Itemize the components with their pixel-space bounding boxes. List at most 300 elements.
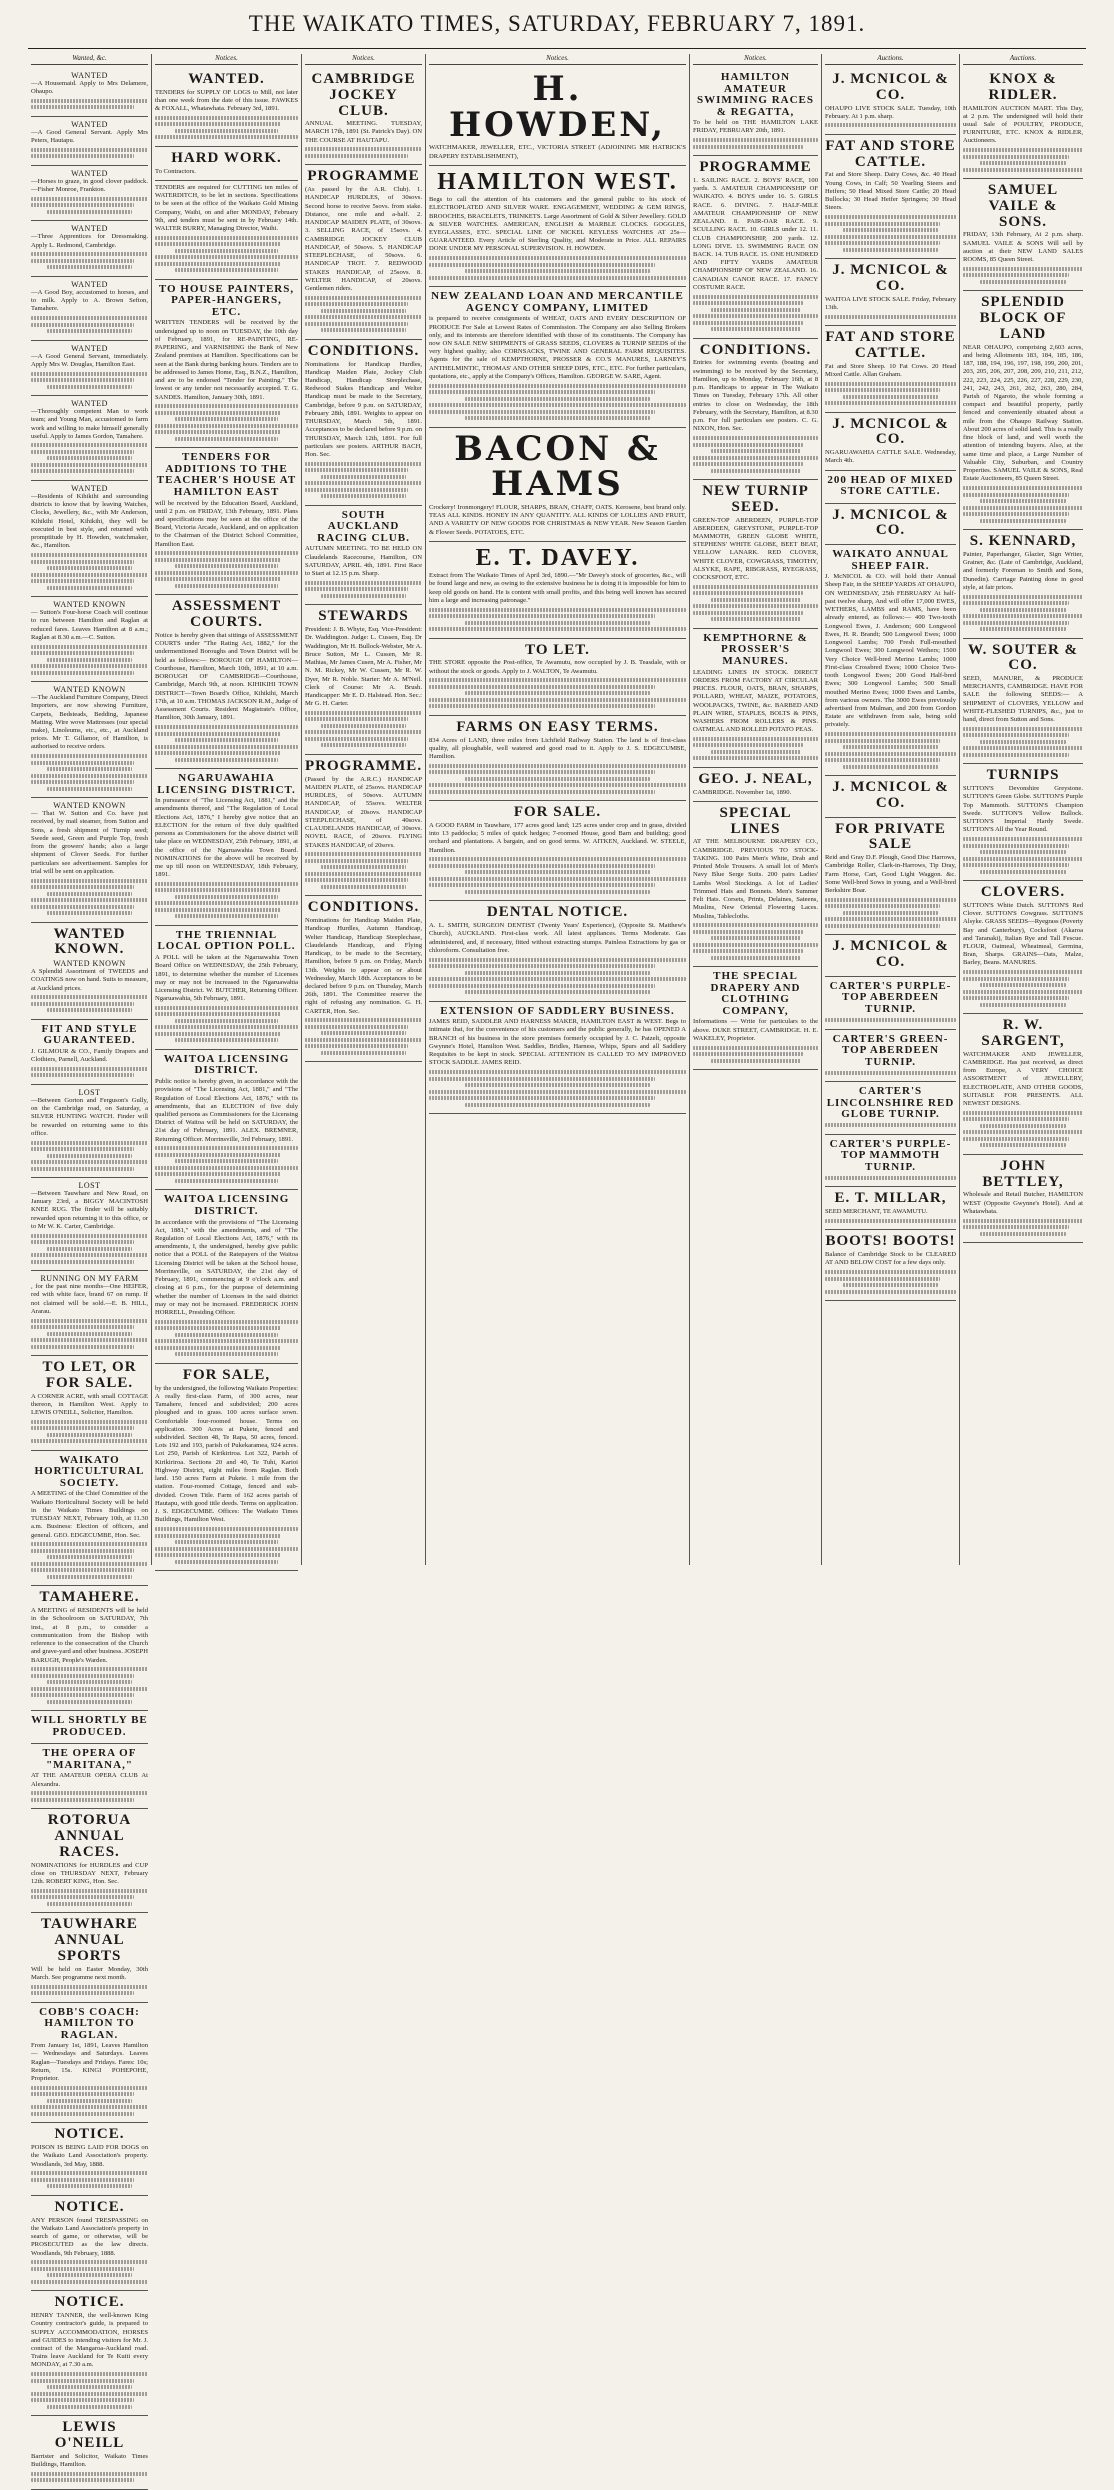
text-line-texture	[825, 235, 956, 239]
ad-body: WATCHMAKER, JEWELLER, ETC., VICTORIA STREET (ADJOINING MR HATRICK'S DRAPERY ESTABLISHMENT),	[429, 144, 686, 160]
text-line-texture	[321, 309, 405, 313]
advertisement	[31, 68, 148, 117]
advertisement	[963, 1014, 1083, 1155]
ad-heading: NEW TURNIP SEED.	[702, 483, 809, 515]
column-header: Notices.	[155, 54, 298, 65]
text-line-texture	[31, 651, 134, 655]
advertisement	[31, 2291, 148, 2416]
ad-heading: WANTED.	[188, 71, 265, 87]
text-line-texture	[31, 2267, 134, 2271]
ad-body: Entries for swimming events (boating and swimming) to be received by the Secretary, Hamilton, up to Monday, February 16th, at 8 p.m. Handicaps to appear in The Waikato Times on Tuesday, February 17th. All other entries to close on Wednesday, the 18th February, with the Secretary, Hamilton, at 8.30 p.m. For full particulars see posters. C. G. NIXON, Hon. Sec.	[693, 359, 818, 433]
text-line-texture	[175, 1038, 278, 1042]
ad-heading: FAT AND STORE CATTLE.	[825, 329, 956, 361]
text-line-texture	[980, 1003, 1066, 1007]
text-line-texture	[47, 1555, 131, 1559]
text-line-texture	[31, 197, 148, 201]
text-line-texture	[155, 1527, 298, 1531]
ad-body: 834 Acres of LAND, three miles from Lichfield Railway Station. The land is of first-class quality, all ploughable, well watered and good road to it. Apply to J. S. EDGECUMBE, Hamilton.	[429, 736, 686, 761]
text-line-texture	[711, 449, 801, 453]
text-line-texture	[31, 316, 148, 320]
advertisement	[305, 755, 422, 896]
ad-lead: WANTED	[71, 168, 108, 178]
text-line-texture	[825, 1290, 956, 1294]
text-line-texture	[825, 758, 940, 762]
text-line-texture	[155, 725, 298, 729]
column-header: Notices.	[429, 54, 686, 65]
advertisement	[963, 530, 1083, 638]
ad-body: GREEN-TOP ABERDEEN, PURPLE-TOP ABERDEEN, GREYSTONE, PURPLE-TOP MAMMOTH, GREEN GLOBE WHITE, STEPHENS' WHITE GLOBE, BEET BEAT, YELLOW LANARK. RED CLOVER, WHITE CLOVER, COWGRASS, TIMOTHY, ALSYKE, RAPE, RIBGRASS, RYEGRASS, COCKSFOOT, ETC.	[693, 516, 818, 582]
text-line-texture	[31, 1338, 148, 1342]
ad-heading: SAMUEL VAILE & SONS.	[987, 182, 1059, 230]
text-line-texture	[963, 863, 1069, 867]
text-line-texture	[980, 870, 1066, 874]
text-line-texture	[429, 1090, 686, 1094]
text-line-texture	[47, 1332, 131, 1336]
text-line-texture	[31, 2478, 134, 2482]
text-line-texture	[693, 321, 803, 325]
advertisement	[31, 1913, 148, 2002]
ad-lead: RUNNING ON MY FARM	[40, 1274, 139, 1284]
advertisement	[963, 639, 1083, 765]
text-line-texture	[175, 758, 278, 762]
text-line-texture	[980, 1124, 1066, 1128]
ad-heading: THE OPERA OF "MARITANA,"	[42, 1747, 137, 1771]
ad-body: is prepared to receive consignments of WHEAT, OATS AND EVERY DESCRIPTION OF PRODUCE For Sale at Lowest Rates of Commission. The Company are also Selling Brokers only, and its interests are therefore identified with those of its constituents. The Company has now ON SALE NEW SHIPMENTS of GRASS SEEDS, CLOVERS & TURNIP SEEDS of the very highest quality; also CORNSACKS, TWINE AND GENERAL FARM REQUISITES. Agents for the sale of KEMPTHORNE, PROSSER & CO.'S MANURES, LARNEY'S ANTHELMINTIC, THOMAS' AND OTHER SHEEP DIPS, ETC., ETC. For further particulars, quotations, etc., apply at the Company's Offices, Hamilton. GEORGE W. SARE, Agent.	[429, 315, 686, 380]
advertisement	[305, 340, 422, 506]
text-line-texture	[825, 1176, 956, 1180]
text-line-texture	[31, 372, 148, 376]
text-line-texture	[963, 1219, 1083, 1223]
ad-heading: CARTER'S GREEN-TOP ABERDEEN TURNIP.	[832, 1032, 949, 1068]
text-line-texture	[31, 2392, 148, 2396]
text-line-texture	[31, 1067, 148, 1071]
text-line-texture	[825, 315, 956, 319]
ad-heading: R. W. SARGENT,	[981, 1017, 1065, 1049]
ad-heading: ASSESSMENT COURTS.	[171, 598, 282, 631]
text-line-texture	[321, 1051, 405, 1055]
text-line-texture	[305, 468, 408, 472]
text-line-texture	[155, 262, 281, 266]
ad-lead: LOST	[78, 1087, 101, 1097]
advertisement	[825, 326, 956, 412]
text-line-texture	[155, 882, 298, 886]
advertisement	[155, 1050, 298, 1190]
text-line-texture	[980, 1232, 1066, 1236]
text-line-texture	[155, 404, 298, 408]
text-line-texture	[47, 767, 131, 771]
ad-body: TENDERS for SUPPLY OF LOGS to Mill, not later than one week from the date of this issue. FAWKES & FOXALL, Whatawhata. February 3rd, 1891.	[155, 88, 298, 113]
text-line-texture	[305, 302, 408, 306]
text-line-texture	[321, 1031, 405, 1035]
text-line-texture	[693, 301, 803, 305]
ad-body: J. McNICOL & CO. will hold their Annual Sheep Fair, in the SHEEP YARDS AT OHAUPO, ON WEDNESDAY, 25th FEBRUARY At half-past twelve sharp, And will offer 17,000 EWES, WETHERS, LAMBS and RAMS, have been already entered, as follows:— 400 Two-tooth Longwool Ewes, J. Anderson; 600 Longwool Ewes, H. R. Brandt; 500 Longwool Ewes; 1000 Longwool Lambs; 700 Fresh Full-mouthed Longwool Ewes; 300 Longwool Wethers; 1500 Very Choice Well-bred Merino Lambs; 1000 First-class Crossbred Ewes; 1000 Choice Two-tooth Longwool Ewes; 200 Good Half-bred Ewes; 300 Longwool Lambs; 500 Small mouthed Merino Ewes; 1000 Ewes and Lambs, from various owners. The 3000 Ewes previously advertised from Mulman, and 200 from Gordon Estate are withdrawn from sale, being sold privately.	[825, 573, 956, 729]
text-line-texture	[980, 740, 1066, 744]
ad-heading: PROGRAMME.	[305, 757, 423, 774]
ad-heading: CARTER'S LINCOLNSHIRE RED GLOBE TURNIP.	[826, 1085, 955, 1121]
text-line-texture	[825, 1277, 940, 1281]
text-line-texture	[693, 145, 803, 149]
text-line-texture	[31, 99, 148, 103]
ad-body: Nominations for Handicap Maiden Plate, Handicap Hurdles, Autumn Handicap, Welter Handicap, Handicap Steeplechase, Claudelands Handicap, and Flying Handicap, to be made to the Secretary, Hamilton, before 9 p.m. on Friday, March 13th. Weights to appear on or about Wednesday, March 18th. Acceptances to be declared before 9 p.m. on Thursday, March 26th, 1891. The Committee reserve the right of refusing any nomination. G. H. CARTER, Hon. Sec.	[305, 917, 422, 1015]
text-line-texture	[963, 727, 1083, 731]
text-line-texture	[155, 1012, 281, 1016]
text-line-texture	[429, 390, 655, 394]
ad-body: Will be held on Easter Monday, 30th March. See programme next month.	[31, 1965, 148, 1981]
advertisement	[31, 117, 148, 166]
text-line-texture	[31, 2280, 148, 2284]
text-line-texture	[693, 314, 818, 318]
ad-heading: CARTER'S PURPLE-TOP MAMMOTH TURNIP.	[829, 1137, 952, 1173]
text-line-texture	[825, 1018, 956, 1022]
text-line-texture	[980, 499, 1066, 503]
text-line-texture	[429, 977, 686, 981]
ad-body: —A Good General Servant, immediately. Apply Mrs W. Douglas, Hamilton East.	[31, 352, 148, 368]
ad-heading: ROTORUA ANNUAL RACES.	[47, 1812, 132, 1860]
text-line-texture	[711, 598, 801, 602]
ad-heading: FIT AND STYLE GUARANTEED.	[41, 1022, 138, 1047]
text-line-texture	[429, 964, 655, 968]
ad-body: NOMINATIONS for HURDLES and CUP close on THURSDAY NEXT, February 12th. ROBERT KING, Hon. Sec.	[31, 1861, 148, 1886]
text-line-texture	[963, 267, 1083, 271]
text-line-texture	[31, 252, 148, 256]
ad-heading: TENDERS FOR ADDITIONS TO THE TEACHER'S HOUSE AT HAMILTON EAST	[156, 451, 297, 498]
text-line-texture	[429, 883, 655, 887]
text-line-texture	[711, 936, 801, 940]
text-line-texture	[155, 411, 281, 415]
ad-lead: WANTED KNOWN	[53, 959, 126, 969]
ad-heading: TAMAHERE.	[39, 1589, 140, 1606]
ad-heading: TAUWHARE ANNUAL SPORTS	[41, 1916, 138, 1964]
text-line-texture	[305, 872, 422, 876]
text-line-texture	[155, 1006, 298, 1010]
ad-heading: EXTENSION OF SADDLERY BUSINESS.	[440, 1004, 675, 1017]
text-line-texture	[155, 424, 298, 428]
text-line-texture	[963, 506, 1083, 510]
text-line-texture	[31, 469, 134, 473]
column-2	[152, 54, 302, 1565]
advertisement	[825, 818, 956, 936]
ad-body: Crockery! Ironmongery! FLOUR, SHARPS, BRAN, CHAFF, OATS. Kerosene, best brand only. TEAS ALL KINDS. HONEY IN ANY QUANTITY. ALL KINDS OF LOLLIES AND FRUIT, AND A VARIETY OF NEW GOODS FOR CHRISTMAS & NEW YEAR. New Season Garden & Flower Seeds. POTATOES, ETC.	[429, 504, 686, 536]
text-line-texture	[465, 777, 650, 781]
advertisement	[963, 1155, 1083, 1243]
advertisement	[31, 1586, 148, 1711]
ad-heading: CONDITIONS.	[307, 342, 420, 359]
advertisement	[825, 135, 956, 259]
text-line-texture	[711, 327, 801, 331]
ad-heading: CAMBRIDGE JOCKEY CLUB.	[311, 71, 416, 119]
ad-heading: W. SOUTER & CO.	[967, 641, 1079, 674]
ad-body: Balance of Cambridge Stock to be CLEARED AT AND BELOW COST for a few days only.	[825, 1251, 956, 1267]
ad-heading: TURNIPS	[986, 767, 1060, 784]
advertisement	[963, 68, 1083, 179]
ad-heading: WAIKATO ANNUAL SHEEP FAIR.	[832, 548, 949, 572]
ad-body: CAMBRIDGE. November 1st, 1890.	[693, 788, 792, 796]
text-line-texture	[980, 850, 1066, 854]
advertisement	[693, 339, 818, 480]
text-line-texture	[175, 129, 278, 133]
text-line-texture	[31, 761, 134, 765]
advertisement	[825, 1030, 956, 1083]
text-line-texture	[825, 1071, 956, 1075]
column-1	[28, 54, 152, 2468]
advertisement	[305, 605, 422, 755]
text-line-texture	[175, 1540, 278, 1544]
text-line-texture	[31, 1674, 134, 1678]
text-line-texture	[155, 751, 281, 755]
text-line-texture	[31, 553, 148, 557]
advertisement	[825, 68, 956, 135]
ad-body: —A Good Boy, accustomed to horses, and to milk. Apply to A. Brown Sefton, Tamahere.	[31, 288, 148, 313]
ad-heading: CONDITIONS.	[699, 341, 812, 358]
text-line-texture	[711, 308, 801, 312]
advertisement	[31, 2416, 148, 2489]
text-line-texture	[429, 256, 686, 260]
text-line-texture	[305, 878, 408, 882]
advertisement	[305, 506, 422, 606]
ad-body: Begs to call the attention of his customers and the general public to his stock of ELECTROPLATED AND SILVER WARE. ENGAGEMENT, WEDDING & GEM RINGS, BROOCHES, BRACELETS, TRINKETS. Large Assortment of Gold & Silver Jewellery. GOLD & SILVER WATCHES. AMERICAN, ENGLISH & MARBLE CLOCKS. GOGGLES, EYEGLASSES, ETC. SPECIAL LINE OF NICKEL KEYLESS WATCHES AT 25s—GUARANTEED. Every Article of Sterling Quality, and Moderate in Price. ALL REPAIRS DONE UNDER MY PERSONAL SUPERVISION. H. HOWDEN.	[429, 196, 686, 253]
text-line-texture	[825, 215, 956, 219]
text-line-texture	[47, 1247, 131, 1251]
text-line-texture	[47, 1680, 131, 1684]
text-line-texture	[963, 733, 1069, 737]
text-line-texture	[963, 746, 1083, 750]
text-line-texture	[711, 1059, 801, 1063]
text-line-texture	[693, 462, 803, 466]
ad-body: A MEETING of RESIDENTS will be held in the Schoolroom on SATURDAY, 7th inst., at 8 p.m., to consider a communication from the Bishop with reference to the consecration of the Church and grave-yard and other business. JOSEPH BARUGH, People's Warden.	[31, 1607, 148, 1664]
advertisement	[155, 926, 298, 1050]
ad-body: (Passed by the A.R.C.) HANDICAP MAIDEN PLATE, of 25sovs. HANDICAP HURDLES, of 50sovs. AUTUMN HANDICAP, of 55sovs. WELTER HANDICAP, of 20sovs. HANDICAP STEEPLECHASE, of 40sovs. CLAUDELANDS HANDICAP, of 30sovs. NOVEL RACE, of 20sovs. FLYING STAKES HANDICAP, of 20sovs.	[305, 775, 422, 849]
ad-body: (As passed by the A.R. Club). 1. HANDICAP HURDLES, of 30sovs. Second horse to receive 5sovs. from stake. Distance, one mile and a-half. 2. HANDICAP MAIDEN PLATE, of 30sovs. 3. SELLING RACE, of 15sovs. 4. CAMBRIDGE JOCKEY CLUB HANDICAP, of 50sovs. 5. HANDICAP STEEPLECHASE, of 50sovs. 6. HANDICAP TROT. 7. REDWOOD STAKES HANDICAP, of 25sovs. 8. WELTER HANDICAP, of 20sovs. Gentlemen riders.	[305, 186, 422, 293]
text-line-texture	[429, 614, 655, 618]
ad-body: —Thoroughly competent Man to work team; and Young Man, accustomed to farm work and willing to make himself generally useful. Apply to James Gordon, Tamahere.	[31, 408, 148, 440]
text-line-texture	[31, 774, 148, 778]
text-line-texture	[175, 914, 278, 918]
advertisement	[429, 716, 686, 801]
text-line-texture	[305, 481, 422, 485]
ad-body: SEED, MANURE, & PRODUCE MERCHANTS, CAMBRIDGE. HAVE FOR SALE the following SEEDS:— A SHIPMENT of CLOVERS, YELLOW and WHITE-FLESHED TURNIPS, &c., just to hand, direct from Sutton and Sons.	[963, 675, 1083, 724]
text-line-texture	[963, 601, 1069, 605]
text-line-texture	[429, 857, 686, 861]
ad-heading: PROGRAMME	[307, 168, 420, 185]
text-line-texture	[693, 436, 818, 440]
text-line-texture	[825, 924, 940, 928]
ad-body: Fat and Store Sheep. 10 Fat Cows. 20 Head Mixed Cattle. Allan Graham.	[825, 362, 956, 378]
ad-heading: TO HOUSE PAINTERS, PAPER-HANGERS, ETC.	[158, 282, 295, 318]
text-line-texture	[175, 249, 278, 253]
ad-body: —The Auckland Furniture Company, Direct Importers, are now showing Furniture, Carpets, Bedsteads, Bedding, Japanese Matting. Wire wove Mattresses (our special make), Linoleums, etc., etc., at Auckland prices. Mr T. Gillamor, of Hamilton, is authorised to receive orders.	[31, 694, 148, 751]
ad-lead: WANTED KNOWN	[53, 801, 126, 811]
text-line-texture	[155, 577, 281, 581]
text-line-texture	[31, 443, 148, 447]
text-line-texture	[429, 263, 655, 267]
text-line-texture	[429, 608, 686, 612]
text-line-texture	[175, 268, 278, 272]
text-line-texture	[155, 1326, 281, 1330]
text-line-texture	[31, 780, 134, 784]
ad-body: LEADING LINES IN STOCK. DIRECT ORDERS FROM FACTORY AT CIRCULAR PRICES. FLOUR, OATS, BRAN, SHARPS, POLLARD, WHEAT, MAIZE, POTATOES, WOOLPACKS, TWINE, &c. BARBED AND PLAIN WIRE, STAPLES, BOLTS & PINS, WASHERS FROM ROLLERS & PINS. OATMEAL AND ROLLED POTATO PEAS.	[693, 668, 818, 734]
advertisement	[825, 935, 956, 977]
ad-body: NGARUAWAHIA CATTLE SALE. Wednesday, March 4th.	[825, 449, 956, 465]
text-line-texture	[31, 560, 134, 564]
text-line-texture	[963, 595, 1083, 599]
ad-heading: NEW ZEALAND LOAN AND MERCANTILE AGENCY COMPANY, LIMITED	[431, 290, 684, 314]
text-line-texture	[963, 512, 1069, 516]
ad-heading: FOR SALE.	[513, 804, 602, 821]
advertisement	[963, 881, 1083, 1014]
text-line-texture	[305, 852, 422, 856]
ad-body: AT THE MELBOURNE DRAPERY CO., CAMBRIDGE. PREVIOUS TO STOCK-TAKING. 100 Pairs Men's White, Drab and Printed Mole Trousers. A small lot of Men's Navy Blue Serge Suits. 200 pairs Ladies' Lambs Wool Stockings. A lot of Ladies' Trimmed Hats and Bonnets. Men's Summer Felt Hats. Corsets, Prints, Delaines, Sateens, Muslins, New Oriental Flowering Laces. Muslins, Tablecloths.	[693, 838, 818, 920]
text-line-texture	[31, 1895, 134, 1899]
text-line-texture	[155, 1534, 281, 1538]
ad-body: AUTUMN MEETING. TO BE HELD ON Claudelands Racecourse, Hamilton, ON SATURDAY, APRIL 4th, 1891. First Race to Start at 12.15 p.m. Sharp.	[305, 545, 422, 578]
ad-heading: HAMILTON WEST.	[437, 168, 678, 195]
text-line-texture	[825, 241, 940, 245]
text-line-texture	[47, 2273, 131, 2277]
text-line-texture	[155, 1153, 281, 1157]
advertisement	[429, 68, 686, 166]
advertisement	[963, 179, 1083, 291]
text-line-texture	[429, 698, 686, 702]
ad-lead: WANTED	[71, 279, 108, 289]
ad-body: A. L. SMITH, SURGEON DENTIST (Twenty Years' Experience), (Opposite St. Matthew's Church), AUCKLAND. First-class work. All latest appliances. Terms Moderate. Gas administered, and, if necessary, fitted without extracting stumps. Painless Extractions by gas or chloroform. Consultation free.	[429, 922, 686, 954]
advertisement	[693, 156, 818, 339]
text-line-texture	[843, 1283, 937, 1287]
text-line-texture	[305, 1044, 408, 1048]
advertisement	[305, 68, 422, 165]
text-line-texture	[465, 1083, 650, 1087]
advertisement	[825, 1230, 956, 1301]
text-line-texture	[155, 1553, 281, 1557]
text-line-texture	[963, 977, 1069, 981]
text-line-texture	[155, 745, 298, 749]
text-line-texture	[31, 323, 134, 327]
ad-body: WATCHMAKER AND JEWELLER, CAMBRIDGE. Has just received, as direct from Europe, A VERY CHOICE ASSORTMENT of JEWELLERY, ELECTROPLATE, AND OTHER GOODS, SUITABLE FOR PRESENTS. ALL NEWEST DESIGNS.	[963, 1050, 1083, 1108]
text-line-texture	[31, 154, 134, 158]
ad-body: Wholesale and Retail Butcher, HAMILTON WEST (Opposite Gwynne's Hotel). And at Whatawhata.	[963, 1191, 1083, 1215]
text-line-texture	[429, 678, 686, 682]
text-line-texture	[429, 1077, 655, 1081]
text-line-texture	[47, 586, 131, 590]
text-line-texture	[47, 2405, 131, 2409]
text-line-texture	[963, 273, 1069, 277]
advertisement	[31, 1451, 148, 1587]
ad-heading: BACON & HAMS	[454, 428, 661, 505]
advertisement	[31, 1711, 148, 1744]
text-line-texture	[47, 2184, 131, 2188]
ad-body: —A Housemaid. Apply to Mrs Delamere, Ohaupo.	[31, 80, 148, 96]
text-line-texture	[711, 617, 801, 621]
masthead	[0, 0, 1114, 48]
ad-lead: WANTED KNOWN	[53, 685, 126, 695]
advertisement	[429, 1002, 686, 1114]
ad-heading: SOUTH AUCKLAND RACING CLUB.	[317, 508, 410, 544]
ad-heading: J. MCNICOL & CO.	[832, 415, 949, 448]
text-line-texture	[175, 437, 278, 441]
text-line-texture	[693, 737, 818, 741]
text-line-texture	[31, 1073, 134, 1077]
text-line-texture	[429, 410, 655, 414]
text-line-texture	[31, 2178, 134, 2182]
text-line-texture	[31, 2379, 134, 2383]
text-line-texture	[155, 1146, 298, 1150]
text-line-texture	[843, 228, 937, 232]
text-line-texture	[693, 295, 818, 299]
text-line-texture	[31, 450, 134, 454]
text-line-texture	[155, 888, 281, 892]
text-line-texture	[825, 401, 956, 405]
text-line-texture	[963, 1117, 1069, 1121]
ad-body: POISON IS BEING LAID FOR DOGS on the Waikato Land Association's property. Woodlands, 3rd May, 1888.	[31, 2144, 148, 2168]
advertisement	[825, 776, 956, 818]
text-line-texture	[321, 743, 405, 747]
column-3	[302, 54, 426, 1565]
ad-heading: GEO. J. NEAL,	[698, 770, 813, 787]
text-line-texture	[693, 1046, 818, 1050]
text-line-texture	[825, 898, 956, 902]
ad-heading: J. MCNICOL & CO.	[832, 938, 949, 971]
ad-heading: E. T. DAVEY.	[475, 544, 640, 571]
text-line-texture	[693, 138, 818, 142]
text-line-texture	[31, 645, 148, 649]
text-line-texture	[47, 658, 131, 662]
text-line-texture	[175, 1560, 278, 1564]
advertisement	[155, 147, 298, 181]
text-line-texture	[175, 417, 278, 421]
text-line-texture	[31, 671, 134, 675]
text-line-texture	[963, 996, 1069, 1000]
advertisement	[155, 181, 298, 280]
advertisement	[31, 396, 148, 481]
text-line-texture	[155, 430, 281, 434]
ad-body: From January 1st, 1891, Leaves Hamilton — Wednesdays and Saturdays. Leaves Raglan—Tuesdays and Fridays. Fares: 10s; Return, 15s. KINGI POHEPOHE, Proprietor.	[31, 2042, 148, 2083]
text-line-texture	[963, 753, 1069, 757]
column-7	[960, 54, 1086, 1565]
text-line-texture	[31, 898, 148, 902]
text-line-texture	[980, 519, 1066, 523]
ad-heading: H. HOWDEN,	[448, 69, 667, 145]
advertisement	[429, 166, 686, 287]
text-line-texture	[980, 161, 1066, 165]
text-line-texture	[175, 1352, 278, 1356]
text-line-texture	[175, 564, 278, 568]
text-line-texture	[175, 1179, 278, 1183]
advertisement	[31, 481, 148, 597]
ad-body: Public notice is hereby given, in accordance with the provisions of "The Licensing Act, 1881," and "The Regulation of Local Elections Act, 1876," with its amendments, that an ELECTION of five duly qualified persons as Commissioners for the Licensing District of Waitoa will be held on SATURDAY, the 21st day of February, 1891. ALEX. BREMNER, Returning Officer. Morrinsville, 3rd February, 1891.	[155, 1078, 298, 1143]
text-line-texture	[31, 1167, 134, 1171]
text-line-texture	[429, 864, 655, 868]
text-line-texture	[825, 222, 940, 226]
column-header: Wanted, &c.	[31, 54, 148, 65]
text-line-texture	[429, 384, 686, 388]
ad-heading: TO LET.	[525, 641, 590, 658]
ad-heading: CARTER'S PURPLE-TOP ABERDEEN TURNIP.	[829, 979, 952, 1015]
text-line-texture	[31, 573, 148, 577]
ad-heading: NOTICE.	[54, 2198, 125, 2215]
text-line-texture	[155, 901, 298, 905]
text-line-texture	[980, 627, 1066, 631]
text-line-texture	[305, 296, 422, 300]
ad-body: Barrister and Solicitor, Waikato Times Buildings, Hamilton.	[31, 2452, 148, 2468]
text-line-texture	[47, 1902, 131, 1906]
advertisement	[693, 480, 818, 629]
ad-body: AT THE AMATEUR OPERA CLUB At Alexandra.	[31, 1772, 148, 1788]
ad-heading: TO LET, OR FOR SALE.	[42, 1359, 137, 1391]
ad-body: A CORNER ACRE, with small COTTAGE thereon, in Hamilton West. Apply to LEWIS O'NEILL, Solicitor, Hamilton.	[31, 1392, 148, 1417]
advertisement	[31, 1178, 148, 1271]
text-line-texture	[47, 911, 131, 915]
advertisement	[825, 413, 956, 471]
ad-heading: 200 HEAD OF MIXED STORE CATTLE.	[827, 473, 954, 498]
